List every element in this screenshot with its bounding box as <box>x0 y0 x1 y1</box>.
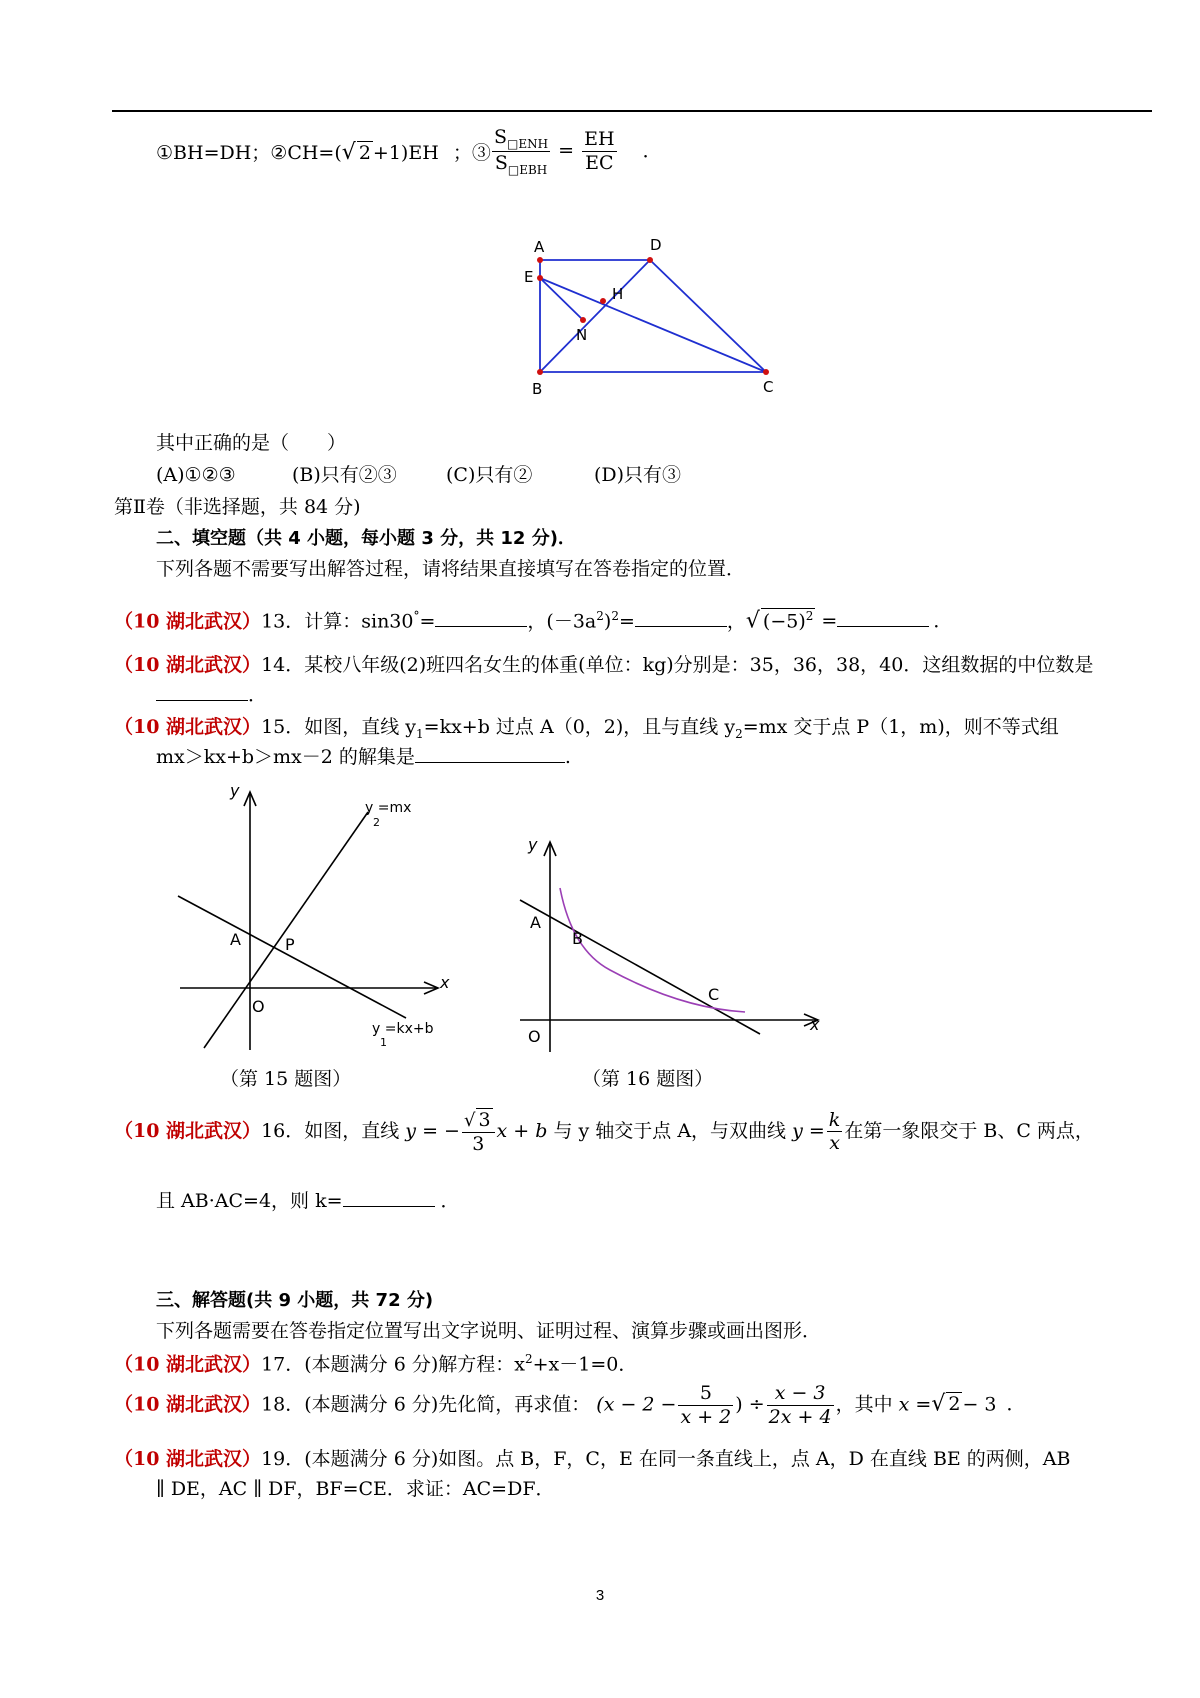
q13-deg: ° <box>413 609 420 623</box>
q18-x-eq: x = <box>898 1393 932 1416</box>
q12-option-c: (C)只有② <box>446 464 533 486</box>
q13-blank-1[interactable] <box>435 610 527 627</box>
q13-blank-2[interactable] <box>635 610 727 627</box>
q13-source: （10 湖北武汉） <box>114 610 262 633</box>
q12-option-b: (B)只有②③ <box>292 464 397 486</box>
q15-text-a: 15．如图，直线 y <box>261 716 417 738</box>
q18-end: ． <box>1006 1393 1026 1416</box>
fig15-caption: （第 15 题图） <box>220 1068 352 1090</box>
q12-question: 其中正确的是（ ） <box>156 432 347 454</box>
q15-end: . <box>564 746 571 768</box>
q19-line2: ∥ DE，AC ∥ DF，BF=CE．求证：AC=DF． <box>156 1478 555 1500</box>
q13-sup-1: 2 <box>596 609 604 623</box>
q18-minus3: − 3 <box>962 1393 997 1416</box>
q19 <box>114 1448 1071 1471</box>
q18-expr-b: ) ÷ <box>735 1393 765 1416</box>
volume-title: 第Ⅱ卷（非选择题，共 84 分) <box>114 496 361 518</box>
area-ratio-den: $S_{□EBH}$ <box>494 152 548 177</box>
fig16-caption: （第 16 题图） <box>582 1068 714 1090</box>
q18-fraction-2: $\frac{x - 3}{2x + 4}$ <box>768 1382 832 1428</box>
q16-text-b: 与 y 轴交于点 A，与双曲线 <box>553 1119 787 1142</box>
q15-sub-1: 1 <box>416 726 424 741</box>
fig16-point-c: C <box>708 985 720 1004</box>
q18-expr-a: (x − 2 − <box>596 1393 677 1416</box>
point-a <box>537 257 543 263</box>
fig16-point-a: A <box>530 913 541 932</box>
q14 <box>114 654 1093 677</box>
q12-option-a: (A)①②③ <box>156 464 236 486</box>
q18-sqrt-sign: √ <box>931 1391 946 1417</box>
fig16-origin: O <box>528 1027 541 1046</box>
label-h: H <box>612 285 624 303</box>
q15 <box>114 716 1059 741</box>
q16-source: （10 湖北武汉） <box>114 1119 262 1142</box>
q15-source: （10 湖北武汉） <box>114 716 262 738</box>
q15-blank[interactable] <box>415 746 565 763</box>
q13 <box>114 608 952 635</box>
fig16-line <box>520 900 760 1034</box>
area-ratio-num: $S_{□ENH}$ <box>494 126 549 151</box>
section2-title: 二、填空题（共 4 小题，每小题 3 分，共 12 分)． <box>156 528 576 549</box>
q17 <box>114 1352 637 1376</box>
q16-y-eq2: y = <box>792 1119 825 1142</box>
q14-blank[interactable] <box>156 684 248 701</box>
segment-ratio-num: EH <box>584 128 615 151</box>
fig15-x-label: x <box>440 973 450 992</box>
statements-line <box>156 140 491 166</box>
q18-sqrt-content: 2 <box>948 1393 961 1416</box>
point-b <box>537 369 543 375</box>
q18-fraction-1: $\frac{5}{x + 2}$ <box>680 1382 732 1428</box>
q13-text-c: ，(－3a <box>527 610 597 633</box>
statement-end: ． <box>642 139 662 162</box>
statement-1: ①BH=DH；②CH= <box>156 142 335 164</box>
fig15-y-label: y <box>230 781 240 800</box>
fig16-y-label: y <box>528 835 538 854</box>
label-b: B <box>532 380 543 398</box>
q16-text-c: 在第一象限交于 B、C 两点， <box>844 1119 1094 1142</box>
q18 <box>114 1382 1026 1429</box>
figure-points <box>537 257 769 375</box>
q16-end: ． <box>440 1190 460 1212</box>
section3-instruction: 下列各题需要在答卷指定位置写出文字说明、证明过程、演算步骤或画出图形． <box>156 1320 822 1342</box>
q17-source: （10 湖北武汉） <box>114 1353 262 1376</box>
q16 <box>114 1108 1094 1156</box>
segment-ratio <box>582 128 616 175</box>
q15-line2 <box>156 746 571 769</box>
q14-source: （10 湖北武汉） <box>114 654 262 676</box>
equals-sign: = <box>558 139 575 162</box>
fig16-point-b: B <box>572 929 583 948</box>
statement-3-fraction <box>490 126 662 177</box>
label-a: A <box>534 238 545 256</box>
fig15-line-y1 <box>178 896 406 1018</box>
paren-open: ( <box>334 142 342 164</box>
q16-y-eq: y = − <box>405 1119 460 1142</box>
q14-text: 14．某校八年级(2)班四名女生的体重(单位：kg)分别是：35，36，38，40．这组数据的中位数是 <box>261 654 1094 676</box>
q19-source: （10 湖北武汉） <box>114 1448 262 1470</box>
label-d: D <box>650 236 662 254</box>
q15-text-b: =kx+b 过点 A（0，2)，且与直线 y <box>423 716 736 738</box>
section2-instruction: 下列各题不需要写出解答过程，请将结果直接填写在答卷指定的位置． <box>156 558 746 580</box>
fig15-point-p: P <box>285 935 295 954</box>
fig15-line1-sub: 1 <box>380 1036 387 1049</box>
figure-16 <box>500 830 830 1060</box>
statement-3-prefix: ；③ <box>452 142 491 164</box>
figure-lines <box>540 260 766 372</box>
section3-title: 三、解答题(共 9 小题，共 72 分) <box>156 1290 434 1311</box>
q18-text-a: 18．(本题满分 6 分)先化简，再求值： <box>261 1393 591 1416</box>
q13-text-d: ) <box>603 610 612 633</box>
label-c: C <box>763 378 774 396</box>
sqrt-sign: √ <box>341 140 356 165</box>
q13-blank-3[interactable] <box>837 610 929 627</box>
q17-text-a: 17．(本题满分 6 分)解方程：x <box>261 1353 525 1376</box>
q16-x-plus-b: x + b <box>496 1119 548 1142</box>
q13-text-g: = <box>821 610 838 633</box>
q17-text-b: +x－1=0． <box>532 1353 638 1376</box>
point-d <box>647 257 653 263</box>
fig15-line2-sub: 2 <box>373 816 380 829</box>
q12-option-d: (D)只有③ <box>594 464 682 486</box>
fig15-origin: O <box>252 997 265 1016</box>
figure-15 <box>170 778 460 1058</box>
q16-hyperbola-fraction: $\frac{k}{x}$ <box>828 1108 841 1155</box>
q19-text: 19．(本题满分 6 分)如图。点 B，F，C，E 在同一条直线上，点 A，D 在直线 BE 的两侧，AB <box>261 1448 1071 1470</box>
q17-sup: 2 <box>524 1352 533 1366</box>
trapezoid-figure <box>520 236 790 406</box>
label-n: N <box>576 326 588 344</box>
q15-sub-2: 2 <box>735 726 743 741</box>
fig15-line2-label: y =mx <box>365 800 412 816</box>
q13-text-b: = <box>419 610 436 633</box>
q15-text-c: =mx 交于点 P（1，m)，则不等式组 <box>742 716 1059 738</box>
q13-sqrt-sign: √ <box>745 608 760 634</box>
q18-text-b: ，其中 <box>835 1393 893 1416</box>
q13-text-h: ． <box>933 610 953 633</box>
q16-line2-text: 且 AB·AC=4，则 k= <box>156 1190 343 1212</box>
q13-sqrt-content: $(-5)^2$ <box>762 609 814 633</box>
q16-blank[interactable] <box>343 1190 435 1207</box>
q13-text-a: 13．计算：sin30 <box>261 610 414 633</box>
sqrt-content: 2 <box>358 142 371 164</box>
q16-slope-fraction: $\frac{√ 3}{3}$ <box>462 1108 495 1156</box>
statement-2-rest: +1)EH <box>372 142 439 164</box>
q16-text-a: 16．如图，直线 <box>261 1119 400 1142</box>
q18-source: （10 湖北武汉） <box>114 1393 262 1416</box>
point-e <box>537 275 543 281</box>
q14-end: ． <box>248 684 268 706</box>
header-rule <box>112 110 1152 112</box>
point-h <box>600 298 606 304</box>
q13-text-f: ， <box>726 610 746 633</box>
page-number: 3 <box>595 1587 605 1604</box>
q14-line2 <box>156 684 267 707</box>
q13-sup-2: 2 <box>611 609 619 623</box>
segment-ratio-den: EC <box>585 152 614 175</box>
fig16-x-label: x <box>810 1015 820 1034</box>
label-e: E <box>524 268 534 286</box>
point-n <box>580 317 586 323</box>
q15-line2-text: mx＞kx+b＞mx－2 的解集是 <box>156 746 415 768</box>
q13-text-e: = <box>618 610 635 633</box>
point-c <box>763 369 769 375</box>
fig15-point-a: A <box>230 930 241 949</box>
fig15-line-y2 <box>204 812 368 1048</box>
area-ratio <box>492 126 550 177</box>
q16-line2 <box>156 1190 460 1213</box>
fig15-line1-label: y =kx+b <box>372 1021 434 1037</box>
